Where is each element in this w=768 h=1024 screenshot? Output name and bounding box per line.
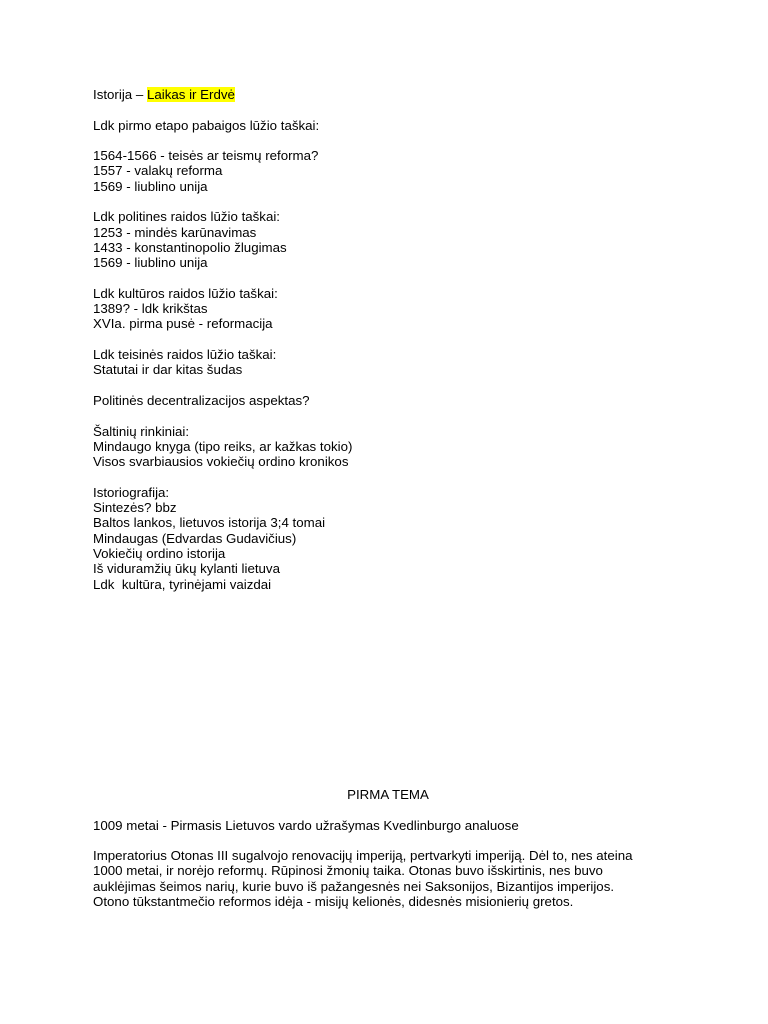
topic-title: PIRMA TEMA [347, 787, 429, 802]
document-title [93, 87, 683, 102]
document-body [93, 87, 683, 592]
list-item: Statutai ir dar kitas šudas [93, 362, 243, 378]
paragraph-line: 1000 metai, ir norėjo reformų. Rūpinosi žmonių taika. Otonas buvo išskirtinis, nes buvo [93, 863, 603, 879]
list-item: Visos svarbiausios vokiečių ordino kronikos [93, 454, 349, 470]
list-item: Ldk kultūra, tyrinėjami vaizdai [93, 576, 272, 592]
section-heading: Politinės decentralizacijos aspektas? [93, 392, 310, 408]
list-item: 1389? - ldk krikštas [93, 301, 208, 317]
paragraph-line: Imperatorius Otonas III sugalvojo renovacijų imperiją, pertvarkyti imperiją. Dėl to, nes ateina [93, 848, 633, 864]
topic-section [93, 787, 683, 909]
list-item: Baltos lankos, lietuvos istorija 3;4 tomai [93, 515, 326, 531]
list-item: XVIa. pirma pusė - reformacija [93, 316, 273, 332]
list-item: 1433 - konstantinopolio žlugimas [93, 239, 287, 255]
paragraph-line: Otono tūkstantmečio reformos idėja - misijų kelionės, didesnės misionierių gretos. [93, 894, 574, 910]
list-item: 1564-1566 - teisės ar teismų reforma? [93, 148, 319, 164]
section-heading: Ldk kultūros raidos lūžio taškai: [93, 285, 278, 301]
topic-first-line: 1009 metai - Pirmasis Lietuvos vardo užrašymas Kvedlinburgo analuose [93, 817, 519, 833]
list-item: Iš viduramžių ūkų kylanti lietuva [93, 561, 280, 577]
section-heading: Šaltinių rinkiniai: [93, 423, 190, 439]
list-item: Vokiečių ordino istorija [93, 545, 226, 561]
title-prefix: Istorija – [93, 87, 147, 102]
list-item: 1569 - liublino unija [93, 178, 208, 194]
list-item: 1557 - valakų reforma [93, 163, 223, 179]
section-heading: Istoriografija: [93, 484, 170, 500]
list-item: 1569 - liublino unija [93, 255, 208, 271]
list-item: Mindaugas (Edvardas Gudavičius) [93, 530, 297, 546]
list-item: Sintezės? bbz [93, 500, 177, 516]
section-heading: Ldk politines raidos lūžio taškai: [93, 209, 280, 225]
title-highlight: Laikas ir Erdvė [146, 87, 235, 102]
list-item: 1253 - mindės karūnavimas [93, 224, 257, 240]
section-heading: Ldk teisinės raidos lūžio taškai: [93, 347, 277, 363]
list-item: Mindaugo knyga (tipo reiks, ar kažkas tokio) [93, 438, 353, 454]
paragraph-line: auklėjimas šeimos narių, kurie buvo iš pažangesnės nei Saksonijos, Bizantijos imperijos. [93, 878, 615, 894]
section-heading: Ldk pirmo etapo pabaigos lūžio taškai: [93, 117, 320, 133]
